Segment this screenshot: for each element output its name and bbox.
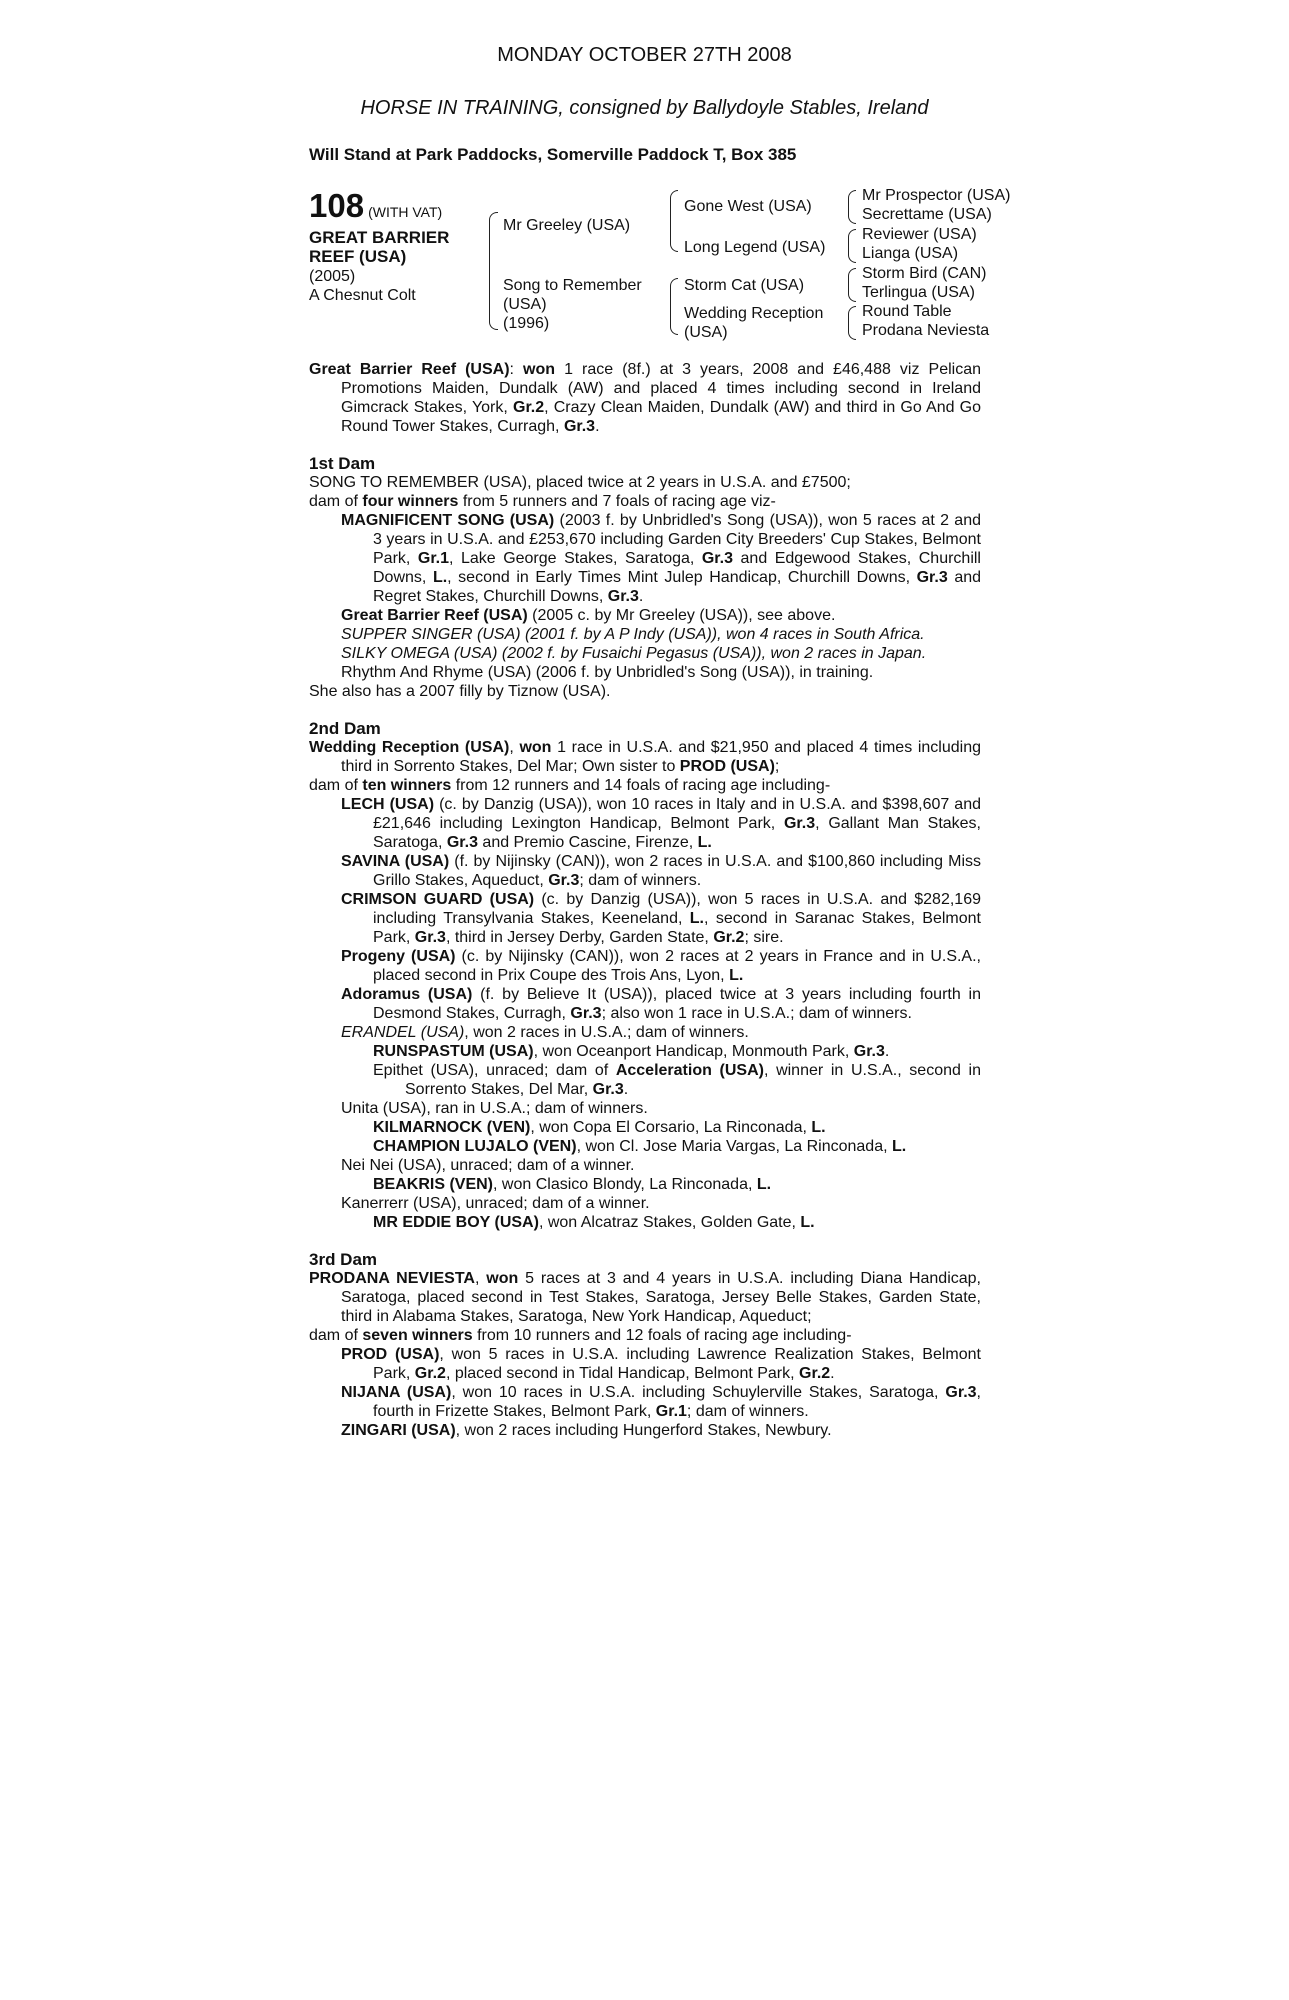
text: and Premio Cascine, Firenze, [477,834,698,851]
produce-name: KILMARNOCK (VEN) [373,1119,531,1136]
produce-entry [309,1345,981,1383]
grade-label: Gr.3 [563,418,596,435]
grade-label: Gr.3 [916,569,948,586]
winners-count: seven winners [362,1327,473,1344]
grade-label: L. [729,967,744,984]
text: and Regret Stakes, Churchill Downs, [373,569,982,605]
second-dam-heading: 2nd Dam [309,719,381,738]
produce-name: ZINGARI (USA) [341,1422,456,1439]
text: , won Clasico Blondy, La Rinconada, [493,1176,757,1193]
grade-label: Gr.1 [417,550,450,567]
horse-info [309,267,416,305]
text: , won 5 races in U.S.A. including Lawrence Realization Stakes, Belmont Park, [373,1346,982,1382]
grade-label: Gr.2 [713,929,745,946]
produce-name: Adoramus (USA) [341,986,473,1003]
pedigree-sdd: Lianga (USA) [862,245,959,262]
text: , fourth in Frizette Stakes, Belmont Park, [373,1384,981,1420]
grade-label: Gr.3 [945,1384,977,1401]
pedigree-dam-line3: (1996) [503,315,550,332]
pedigree-sds: Reviewer (USA) [862,226,977,243]
text: dam of [309,493,363,510]
produce-name: SAVINA (USA) [341,853,450,870]
won-label: won [519,739,552,756]
text: (2003 f. by Unbridled's Song (USA)), won 5 races at 2 and 3 years in U.S.A. and £253,670 including Garden City Breeders' Cup Stakes, Belmont Park, [373,512,982,567]
produce-entry: SILKY OMEGA (USA) (2002 f. by Fusaichi Pegasus (USA)), won 2 races in Japan. [341,645,927,662]
grade-label: Gr.3 [607,588,639,605]
produce-name: Progeny (USA) [341,948,456,965]
text: , [509,739,520,756]
pedigree-dam-dam [684,304,823,342]
pedigree-brace [848,190,856,224]
first-dam-summary: SONG TO REMEMBER (USA), placed twice at 2 years in U.S.A. and £7500; [309,474,851,491]
produce-name: ERANDEL (USA) [341,1024,465,1041]
grade-label: Gr.3 [446,834,478,851]
vat-note: (WITH VAT) [368,204,443,220]
produce-name: PROD (USA) [341,1346,440,1363]
text: , won 10 races in U.S.A. including Schuylerville Stakes, Saratoga, [451,1384,946,1401]
winners-count: ten winners [362,777,452,794]
won-label: won [486,1270,519,1287]
grade-label: Gr.2 [414,1365,446,1382]
sale-date: MONDAY OCTOBER 27TH 2008 [497,44,792,66]
pedigree-dss: Storm Bird (CAN) [862,265,987,282]
horse-name [309,228,449,266]
text: , won Oceanport Handicap, Monmouth Park, [533,1043,854,1060]
pedigree-sire-sire: Gone West (USA) [684,198,812,215]
second-dam-produce [309,776,981,795]
produce-entry [309,947,981,985]
text: , winner in U.S.A., second in Sorrento Stakes, Del Mar, [405,1062,982,1098]
produce-entry [309,852,981,890]
pedigree-brace [848,229,856,263]
text: , Lake George Stakes, Saratoga, [449,550,702,567]
grand-produce-entry [309,1061,981,1099]
text: (2005 c. by Mr Greeley (USA)), see above. [527,607,836,624]
text: . [638,588,644,605]
pedigree-dsd: Terlingua (USA) [862,284,975,301]
produce-name: NIJANA (USA) [341,1384,452,1401]
text: , won 2 races including Hungerford Stakes, Newbury. [455,1422,832,1439]
produce-name: LECH (USA) [341,796,435,813]
produce-entry [309,606,981,625]
pedigree-brace [489,212,498,330]
produce-name: MAGNIFICENT SONG (USA) [341,512,555,529]
pedigree-sire: Mr Greeley (USA) [503,217,631,234]
grade-label: Gr.2 [799,1365,831,1382]
produce-name: CRIMSON GUARD (USA) [341,891,535,908]
grade-label: Gr.1 [655,1403,687,1420]
text: ; also won 1 race in U.S.A.; dam of winners. [601,1005,912,1022]
third-dam-heading: 3rd Dam [309,1250,378,1269]
grade-label: Gr.3 [548,872,580,889]
grade-label: Gr.3 [701,550,733,567]
grade-label: L. [891,1138,907,1155]
horse-description: A Chesnut Colt [309,287,416,304]
foaling-year: (2005) [309,268,356,285]
pedigree-dam [503,276,642,333]
text: (c. by Nijinsky (CAN)), won 2 races at 2 years in France and in U.S.A., placed second in Prix Coupe des Trois Ans, Lyon, [373,948,981,984]
produce-entry: Rhythm And Rhyme (USA) (2006 f. by Unbridled's Song (USA)), in training. [341,664,874,681]
text: , placed second in Tidal Handicap, Belmont Park, [445,1365,800,1382]
pedigree-ddd: Prodana Neviesta [862,322,990,339]
produce-entry [309,985,981,1023]
grand-produce-entry [309,1118,981,1137]
dam-name: Wedding Reception (USA) [309,739,510,756]
text: , won Cl. Jose Maria Vargas, La Rinconada, [576,1138,892,1155]
pedigree-brace [670,278,678,335]
grade-label: L. [697,834,712,851]
text: , second in Saranac Stakes, Belmont Park, [373,910,981,946]
first-dam-heading: 1st Dam [309,454,376,473]
grade-label: Gr.3 [414,929,446,946]
produce-entry: Unita (USA), ran in U.S.A.; dam of winners. [341,1100,648,1117]
text: ; dam of winners. [579,872,702,889]
horse-name-line2: REEF (USA) [309,247,407,266]
text: (c. by Danzig (USA)), won 5 races in U.S.A. and $282,169 including Transylvania Stakes, Keeneland, [373,891,981,927]
text: from 5 runners and 7 foals of racing age viz- [458,493,776,510]
text: , [474,1270,487,1287]
winners-count: four winners [362,493,459,510]
third-dam-summary [309,1269,981,1326]
pedigree-brace [670,190,678,252]
produce-entry: SUPPER SINGER (USA) (2001 f. by A P Indy (USA)), won 4 races in South Africa. [341,626,925,643]
text: 5 races at 3 and 4 years in U.S.A. including Diana Handicap, Saratoga, placed second in Test Stakes, Saratoga, Jersey Belle Stakes, Garden State, third in Alabama Stakes, Saratoga, New York Handicap, Aqueduct; [341,1270,982,1325]
third-dam-produce [309,1326,981,1345]
text: ; dam of winners. [686,1403,809,1420]
consignment-title: HORSE IN TRAINING, consigned by Ballydoyle Stables, Ireland [360,97,929,119]
catalogue-body [309,360,981,1440]
record-text: , Crazy Clean Maiden, Dundalk (AW) and third in Go And Go Round Tower Stakes, Curragh, [341,399,981,435]
text: and Edgewood Stakes, Churchill Downs, [373,550,981,586]
text: , won Copa El Corsario, La Rinconada, [530,1119,812,1136]
text: Epithet (USA), unraced; dam of [373,1062,616,1079]
produce-entry [309,1023,981,1042]
text: , won 2 races in U.S.A.; dam of winners. [464,1024,749,1041]
pedigree-dam-line1: Song to Remember [503,277,642,294]
lot-number [309,187,442,225]
pedigree-dam-line2: (USA) [503,296,547,313]
record-text: 1 race (8f.) at 3 years, 2008 and £46,488 viz Pelican Promotions Maiden, Dundalk (AW) and placed 4 times including second in Ireland Gimcrack Stakes, York, [341,361,982,416]
first-dam-note: She also has a 2007 filly by Tiznow (USA). [309,683,611,700]
pedigree-dds: Round Table [862,303,952,320]
grade-label: Gr.3 [570,1005,602,1022]
text: . [830,1365,835,1382]
text: (c. by Danzig (USA)), won 10 races in Italy and in U.S.A. and $398,607 and £21,646 including Lexington Handicap, Belmont Park, [373,796,981,832]
produce-entry: Nei Nei (USA), unraced; dam of a winner. [341,1157,635,1174]
grade-label: L. [800,1214,815,1231]
text: (f. by Nijinsky (CAN)), won 2 races in U.S.A. and $100,860 including Miss Grillo Stakes, Aqueduct, [373,853,982,889]
grade-label: L. [432,569,448,586]
grand-produce-entry [309,1137,981,1156]
pedigree-sire-dam: Long Legend (USA) [684,239,826,256]
text: from 10 runners and 12 foals of racing age including- [472,1327,852,1344]
pedigree-brace [848,268,856,302]
text: ; [774,758,780,775]
text: . [884,1043,890,1060]
record-text: . [595,418,600,435]
produce-name: BEAKRIS (VEN) [373,1176,494,1193]
pedigree-dam-dam-line2: (USA) [684,324,728,341]
pedigree-dam-dam-line1: Wedding Reception [684,305,824,322]
produce-name: Great Barrier Reef (USA) [341,607,528,624]
text: dam of [309,1327,363,1344]
produce-name: MR EDDIE BOY (USA) [373,1214,539,1231]
produce-name: Acceleration (USA) [615,1062,764,1079]
produce-name: CHAMPION LUJALO (VEN) [373,1138,577,1155]
dam-name: PRODANA NEVIESTA [309,1270,475,1287]
text: , won Alcatraz Stakes, Golden Gate, [538,1214,801,1231]
record-won: won [523,361,556,378]
grade-label: L. [756,1176,772,1193]
produce-name: RUNSPASTUM (USA) [373,1043,534,1060]
text: (f. by Believe It (USA)), placed twice at 3 years including fourth in Desmond Stakes, Curragh, [373,986,981,1022]
sister-name: PROD (USA) [679,758,775,775]
produce-entry [309,1383,981,1421]
record-horse-name: Great Barrier Reef (USA) [309,361,510,378]
text: , Gallant Man Stakes, Saratoga, [373,815,982,851]
grand-produce-entry [309,1175,981,1194]
horse-name-line1: GREAT BARRIER [309,228,450,247]
pedigree-sss: Mr Prospector (USA) [862,187,1011,204]
produce-entry: Kanerrerr (USA), unraced; dam of a winner. [341,1195,650,1212]
grade-label: L. [689,910,704,927]
text: , second in Early Times Mint Julep Handicap, Churchill Downs, [447,569,917,586]
grand-produce-entry [309,1213,981,1232]
race-record: Great Barrier Reef (USA): won 1 race (8f.) at 3 years, 2008 and £46,488 viz Pelican Promotions Maiden, Dundalk (AW) and placed 4 times including second in Ireland Gimcrack Stakes, York, Gr.2, Crazy Clean Maiden, Dundalk (AW) and third in Go And Go Round Tower Stakes, Curragh, Gr.3. [309,361,982,435]
produce-entry [309,1421,981,1440]
produce-entry [309,795,981,852]
second-dam-summary [309,738,981,776]
first-dam-produce [309,492,981,511]
grade-label: Gr.3 [592,1081,624,1098]
text: ; sire. [744,929,784,946]
text: . [623,1081,629,1098]
pedigree-dam-sire: Storm Cat (USA) [684,277,805,294]
grade-label: Gr.3 [783,815,816,832]
produce-entry [309,890,981,947]
lot-number-value: 108 [309,187,365,224]
pedigree-brace [848,306,856,340]
text: 1 race in U.S.A. and $21,950 and placed 4 times including third in Sorrento Stakes, Del Mar; Own sister to [341,739,982,775]
pedigree-ssd: Secrettame (USA) [862,206,992,223]
grand-produce-entry [309,1042,981,1061]
grade-label: Gr.3 [853,1043,885,1060]
grade-label: Gr.2 [513,399,545,416]
produce-entry [309,511,981,606]
stand-location: Will Stand at Park Paddocks, Somerville Paddock T, Box 385 [309,145,797,164]
text: , third in Jersey Derby, Garden State, [445,929,714,946]
text: from 12 runners and 14 foals of racing age including- [451,777,831,794]
grade-label: L. [811,1119,826,1136]
text: dam of [309,777,363,794]
